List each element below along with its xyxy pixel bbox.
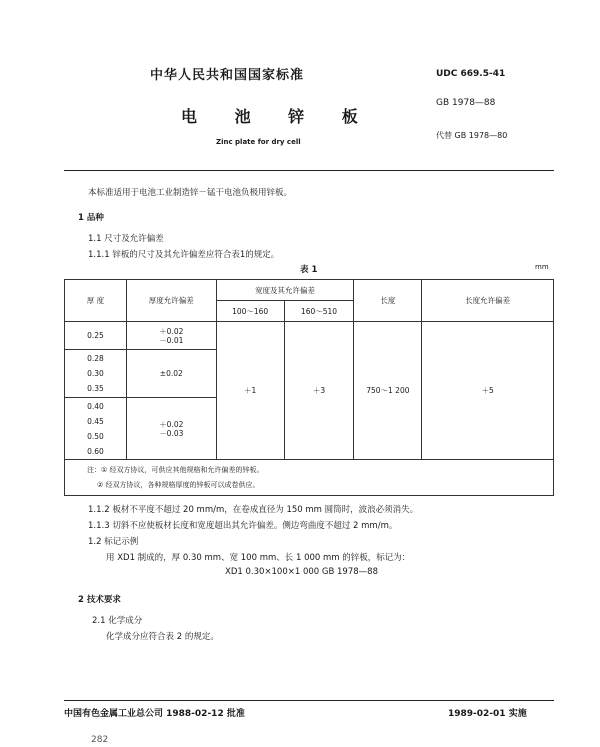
thickness-value: 0.35 [87, 384, 104, 393]
table-notes [65, 460, 554, 496]
header-length-tolerance: 长度允许偏差 [422, 280, 554, 322]
length-value: 750～1 200 [354, 322, 422, 460]
section-1-1-3-text: 1.1.3 切斜不应使板材长度和宽度超出其允许偏差。侧边弯曲度不超过 2 mm/m。 [88, 521, 398, 531]
tolerance-group-3 [126, 398, 216, 460]
tolerance-plus: ＋0.02 [159, 326, 184, 336]
width-a-tolerance: ＋1 [216, 322, 284, 460]
document-title: 电 池 锌 板 [181, 107, 359, 126]
udc-number: UDC 669.5-41 [436, 69, 506, 79]
thickness-value: 0.45 [87, 416, 104, 426]
thickness-group-2 [65, 350, 127, 398]
header-width-b: 160～510 [284, 301, 354, 322]
section-2-heading: 2 技术要求 [78, 595, 121, 605]
section-2-1-text: 化学成分应符合表 2 的规定。 [106, 632, 219, 642]
thickness-value: 0.50 [87, 431, 104, 441]
header-width-a: 100～160 [216, 301, 284, 322]
section-1-1-2-text: 1.1.2 板材不平度不超过 20 mm/m，在卷成直径为 150 mm 圆筒时，波浪必须消失。 [88, 505, 419, 515]
tolerance-plus: ＋0.02 [159, 419, 184, 429]
gb-number: GB 1978—88 [436, 98, 496, 108]
section-1-1-1-text: 1.1.1 锌板的尺寸及其允许偏差应符合表1的规定。 [88, 250, 280, 260]
table-1-caption: 表 1 [300, 265, 318, 275]
width-b-tolerance: ＋3 [284, 322, 354, 460]
tolerance-minus: －0.03 [159, 428, 184, 438]
thickness-value: 0.25 [87, 331, 104, 340]
note-2: ② 经双方协议，各种规格厚度的锌板可以成卷供应。 [97, 480, 260, 489]
section-1-1-heading: 1.1 尺寸及允许偏差 [88, 234, 164, 244]
page-number: 282 [91, 735, 109, 745]
tolerance-group-2: ±0.02 [126, 350, 216, 398]
thickness-value: 0.60 [87, 446, 104, 456]
note-1: 注：① 经双方协议，可供应其他规格和允许偏差的锌板。 [87, 465, 264, 474]
thickness-value: 0.30 [87, 369, 104, 378]
approval-note: 中国有色金属工业总公司 1988-02-12 批准 [64, 709, 245, 719]
header-thickness: 厚 度 [65, 280, 127, 322]
table-1-unit: mm [535, 263, 549, 271]
section-2-1-heading: 2.1 化学成分 [92, 616, 143, 626]
marking-example: XD1 0.30×100×1 000 GB 1978—88 [225, 567, 378, 577]
standard-title: 中华人民共和国国家标准 [150, 68, 305, 83]
thickness-group-1 [65, 322, 127, 350]
document-title-en: Zinc plate for dry cell [216, 138, 301, 146]
implementation-note: 1989-02-01 实施 [448, 709, 527, 719]
intro-paragraph: 本标准适用于电池工业制造锌－锰干电池负极用锌板。 [88, 188, 293, 198]
table-1 [64, 279, 554, 496]
tolerance-group-1 [126, 322, 216, 350]
header-rule [64, 170, 554, 171]
section-1-2-heading: 1.2 标记示例 [88, 537, 139, 547]
length-tolerance: ＋5 [422, 322, 554, 460]
thickness-group-3 [65, 398, 127, 460]
tolerance-minus: －0.01 [159, 335, 184, 345]
header-width-group: 宽度及其允许偏差 [216, 280, 354, 301]
footer-rule [64, 700, 554, 701]
section-1-2-text: 用 XD1 制成的，厚 0.30 mm、宽 100 mm、长 1 000 mm 的锌板，标记为： [106, 553, 411, 563]
header-thickness-tolerance: 厚度允许偏差 [126, 280, 216, 322]
section-1-heading: 1 品种 [78, 213, 104, 223]
replaces-note: 代替 GB 1978—80 [436, 131, 508, 140]
header-length: 长度 [354, 280, 422, 322]
thickness-value: 0.28 [87, 354, 104, 363]
thickness-value: 0.40 [87, 401, 104, 411]
